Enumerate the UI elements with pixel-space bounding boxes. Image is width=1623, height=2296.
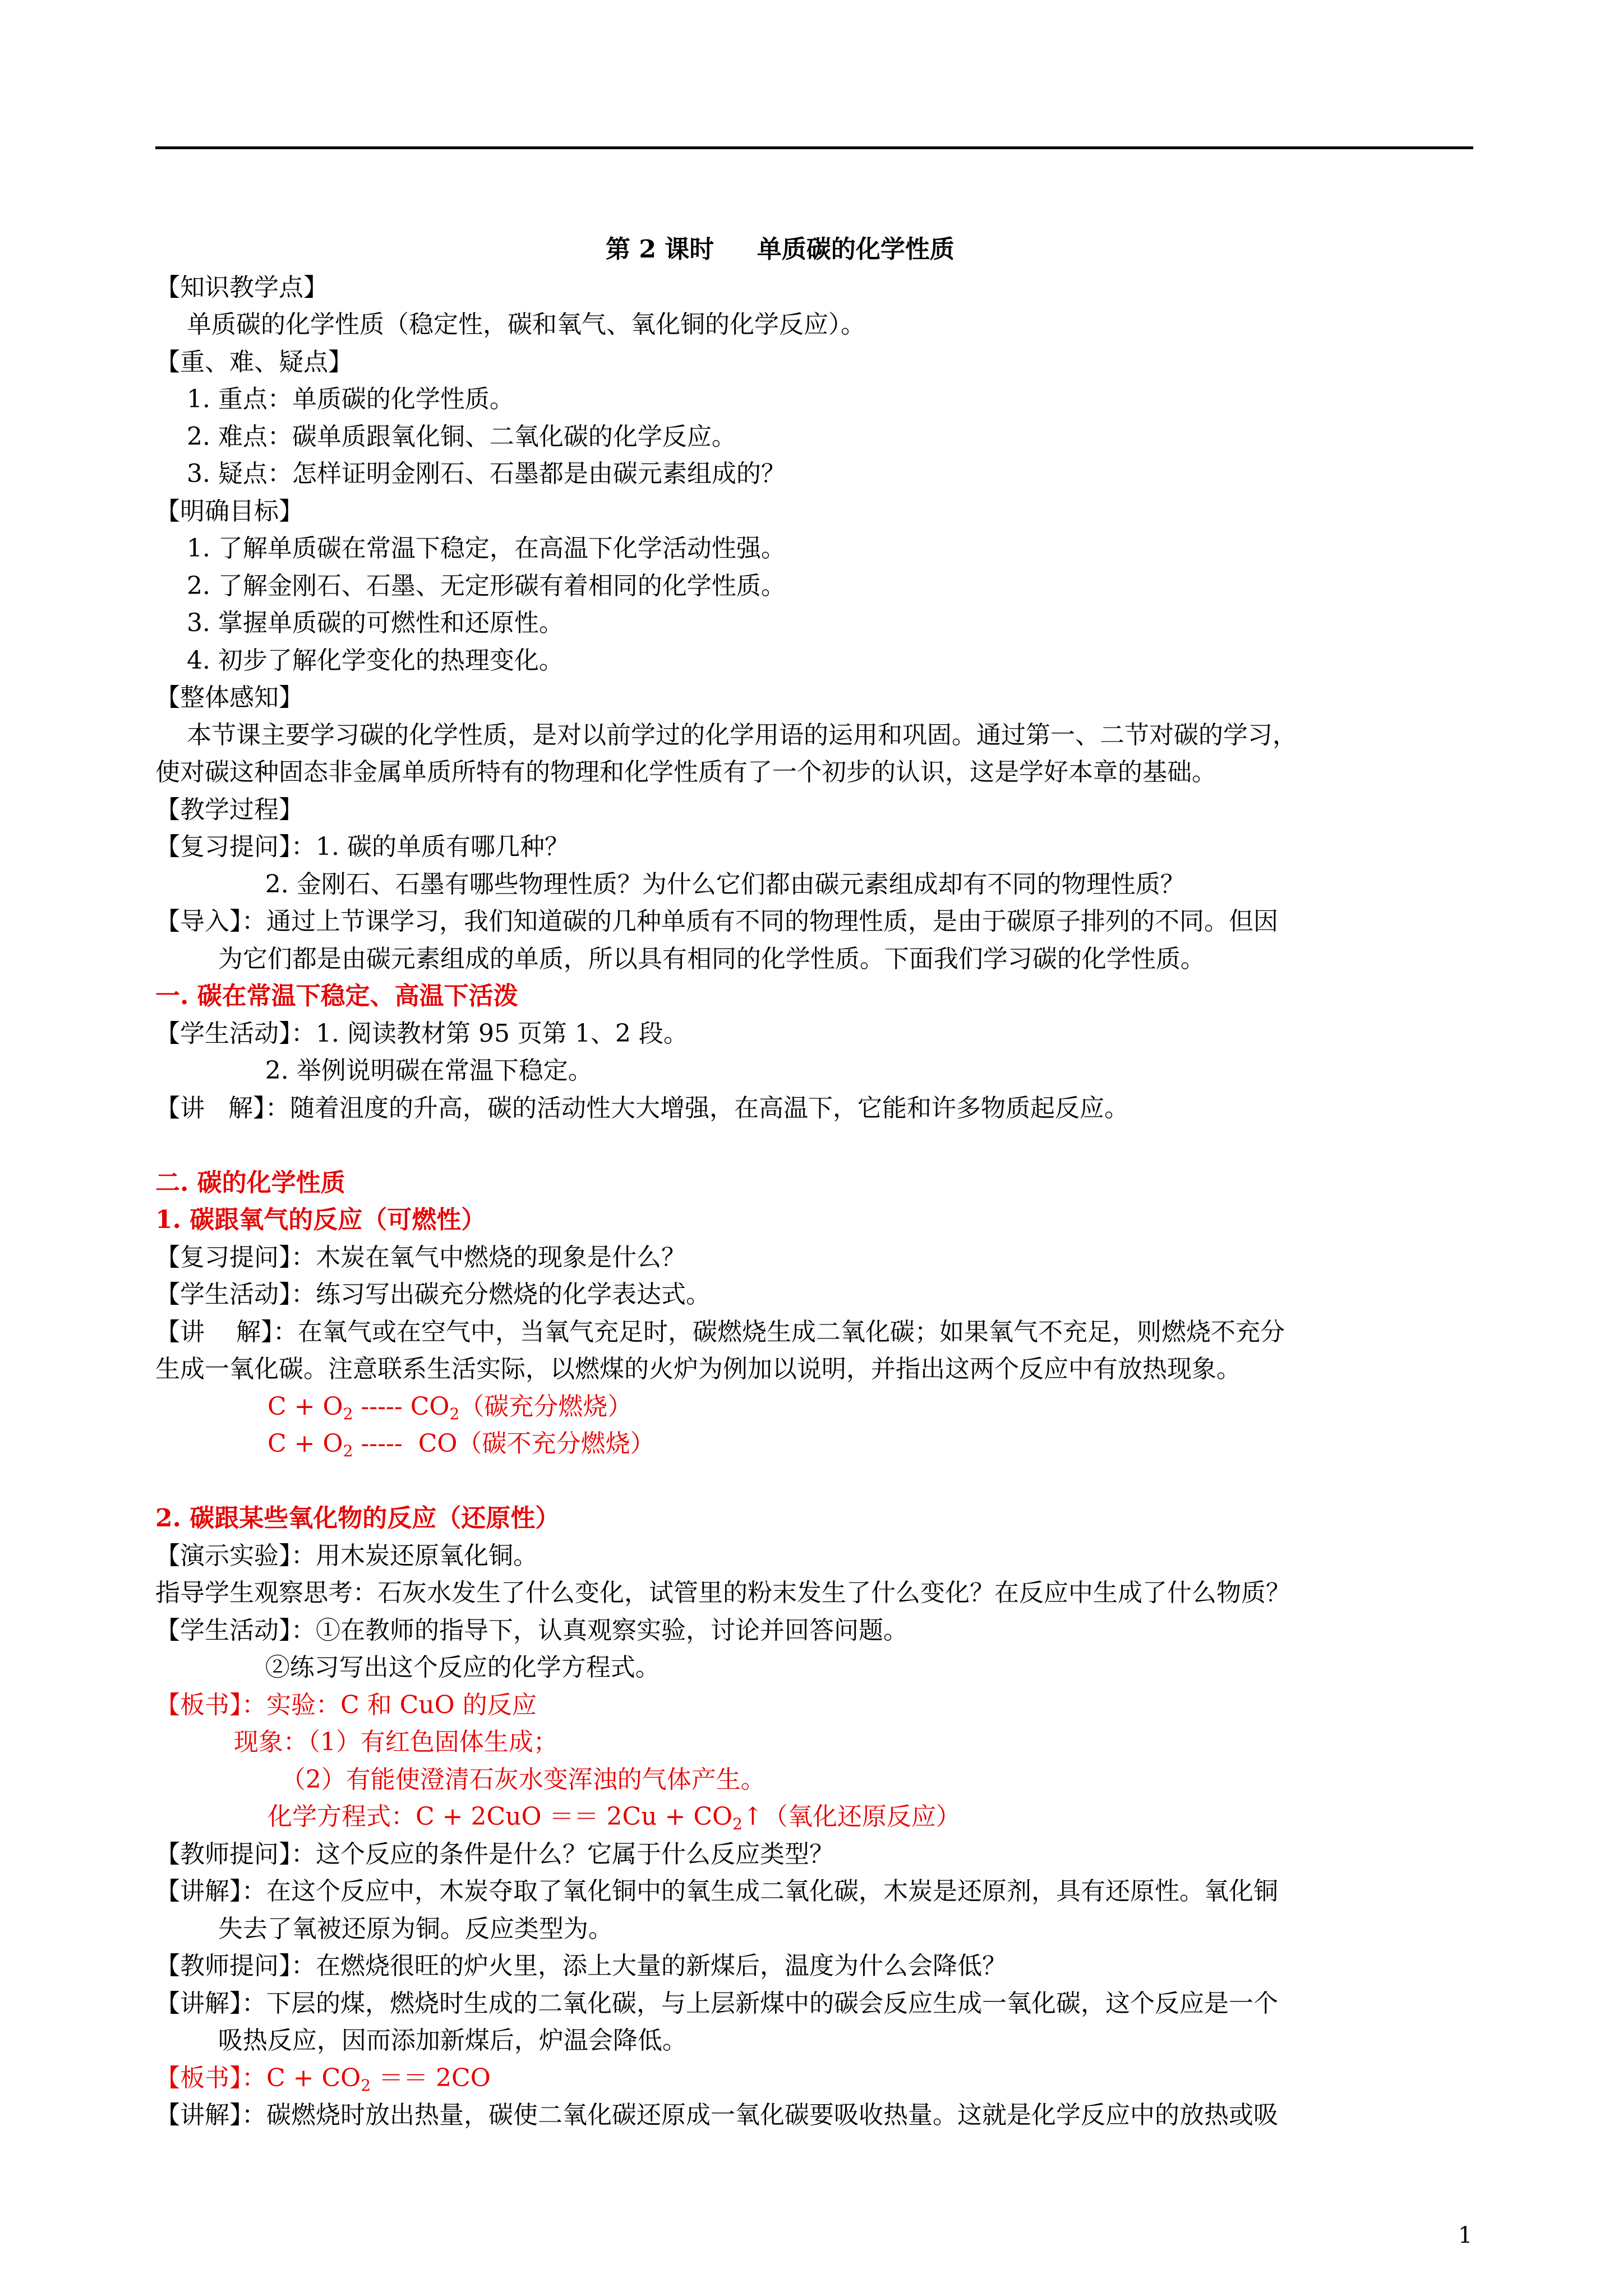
- text-line: 【导入】：通过上节课学习，我们知道碳的几种单质有不同的物理性质，是由于碳原子排列的不同。但因: [155, 907, 1278, 936]
- text-line: 【教师提问】：这个反应的条件是什么？它属于什么反应类型？: [155, 1840, 834, 1869]
- board-note: 现象：（1）有红色固体生成；: [155, 1728, 558, 1756]
- board-note: 【板书】：实验：C 和 CuO 的反应: [155, 1691, 537, 1719]
- text-line: 指导学生观察思考：石灰水发生了什么变化，试管里的粉末发生了什么变化？在反应中生成了什么物质？: [155, 1579, 1290, 1607]
- red-heading: 一. 碳在常温下稳定、高温下活泼: [155, 982, 518, 1010]
- section-heading: 【明确目标】: [155, 497, 303, 526]
- text-line: 【演示实验】：用木炭还原氧化铜。: [155, 1542, 538, 1570]
- text-line: 1. 重点：单质碳的化学性质。: [155, 385, 514, 413]
- text-line: 为它们都是由碳元素组成的单质，所以具有相同的化学性质。下面我们学习碳的化学性质。: [155, 945, 1205, 973]
- page-number: 1: [1458, 2223, 1473, 2248]
- text-line: 失去了氧被还原为铜。反应类型为。: [155, 1915, 613, 1943]
- text-line: 2. 难点：碳单质跟氧化铜、二氧化碳的化学反应。: [155, 422, 736, 451]
- text-line: 【教师提问】：在燃烧很旺的炉火里，添上大量的新煤后，温度为什么会降低？: [155, 1952, 1007, 1980]
- text-line: ②练习写出这个反应的化学方程式。: [155, 1653, 660, 1682]
- text-line: 2. 金刚石、石墨有哪些物理性质？为什么它们都由碳元素组成却有不同的物理性质？: [155, 870, 1185, 899]
- text-line: 【学生活动】：①在教师的指导下，认真观察实验，讨论并回答问题。: [155, 1616, 908, 1645]
- text-line: 【讲 解】：随着沮度的升高，碳的活动性大大增强，在高温下，它能和许多物质起反应。: [155, 1094, 1129, 1122]
- text-line: 本节课主要学习碳的化学性质，是对以前学过的化学用语的运用和巩固。通过第一、二节对碳的学习，: [155, 721, 1297, 749]
- section-heading: 【重、难、疑点】: [155, 348, 353, 376]
- equation-c-co2: 【板书】：$C + CO_2 == 2CO$: [155, 2064, 491, 2095]
- text-line: 【讲 解】：在氧气或在空气中，当氧气充足时，碳燃烧生成二氧化碳；如果氧气不充足，则燃烧不充分: [155, 1318, 1285, 1346]
- section-heading: 【教学过程】: [155, 795, 303, 824]
- text-line: 生成一氧化碳。注意联系生活实际，以燃煤的火炉为例加以说明，并指出这两个反应中有放热现象。: [155, 1355, 1241, 1383]
- text-line: 【讲解】：下层的煤，燃烧时生成的二氧化碳，与上层新煤中的碳会反应生成一氧化碳，这个反应是一个: [155, 1989, 1278, 2018]
- red-heading: 2. 碳跟某些氧化物的反应（还原性）: [155, 1504, 560, 1533]
- red-heading: 1. 碳跟氧气的反应（可燃性）: [155, 1205, 486, 1234]
- text-line: 4. 初步了解化学变化的热理变化。: [155, 646, 564, 675]
- text-line: 单质碳的化学性质（稳定性，碳和氧气、氧化铜的化学反应）。: [155, 310, 865, 339]
- text-line: 2. 举例说明碳在常温下稳定。: [155, 1056, 593, 1085]
- text-line: 【学生活动】：1. 阅读教材第 95 页第 1、2 段。: [155, 1019, 688, 1048]
- header-rule: [155, 146, 1473, 149]
- equation-incomplete-combustion: $C + O_2$ ----- CO（碳不充分燃烧）: [268, 1429, 655, 1460]
- text-line: 【复习提问】：木炭在氧气中燃烧的现象是什么？: [155, 1243, 686, 1272]
- text-line: 【复习提问】：1. 碳的单质有哪几种？: [155, 832, 569, 861]
- section-heading: 【整体感知】: [155, 683, 303, 712]
- text-line: 【讲解】：碳燃烧时放出热量，碳使二氧化碳还原成一氧化碳要吸收热量。这就是化学反应中的放热或吸: [155, 2101, 1278, 2129]
- equation-complete-combustion: $C + O_2$ ----- $CO_2$（碳充分燃烧）: [268, 1392, 633, 1423]
- text-line: 吸热反应，因而添加新煤后，炉温会降低。: [155, 2026, 687, 2055]
- equation-c-cuo: 化学方程式：$C + 2CuO == 2Cu + CO_2↑$（氧化还原反应）: [268, 1802, 961, 1833]
- text-line: 使对碳这种固态非金属单质所特有的物理和化学性质有了一个初步的认识，这是学好本章的基础。: [155, 758, 1216, 786]
- section-heading: 【知识教学点】: [155, 273, 328, 302]
- text-line: 【学生活动】：练习写出碳充分燃烧的化学表达式。: [155, 1280, 711, 1309]
- text-line: 【讲解】：在这个反应中，木炭夺取了氧化铜中的氧生成二氧化碳，木炭是还原剂，具有还原性。氧化铜: [155, 1877, 1278, 1906]
- red-heading: 二. 碳的化学性质: [155, 1168, 345, 1197]
- text-line: 2. 了解金刚石、石墨、无定形碳有着相同的化学性质。: [155, 572, 786, 600]
- text-line: 3. 疑点：怎样证明金刚石、石墨都是由碳元素组成的？: [155, 459, 786, 488]
- page-title: 第 2 课时 单质碳的化学性质: [606, 235, 955, 264]
- text-line: 1. 了解单质碳在常温下稳定，在高温下化学活动性强。: [155, 534, 786, 563]
- text-line: 3. 掌握单质碳的可燃性和还原性。: [155, 609, 564, 637]
- board-note: （2）有能使澄清石灰水变浑浊的气体产生。: [155, 1765, 766, 1794]
